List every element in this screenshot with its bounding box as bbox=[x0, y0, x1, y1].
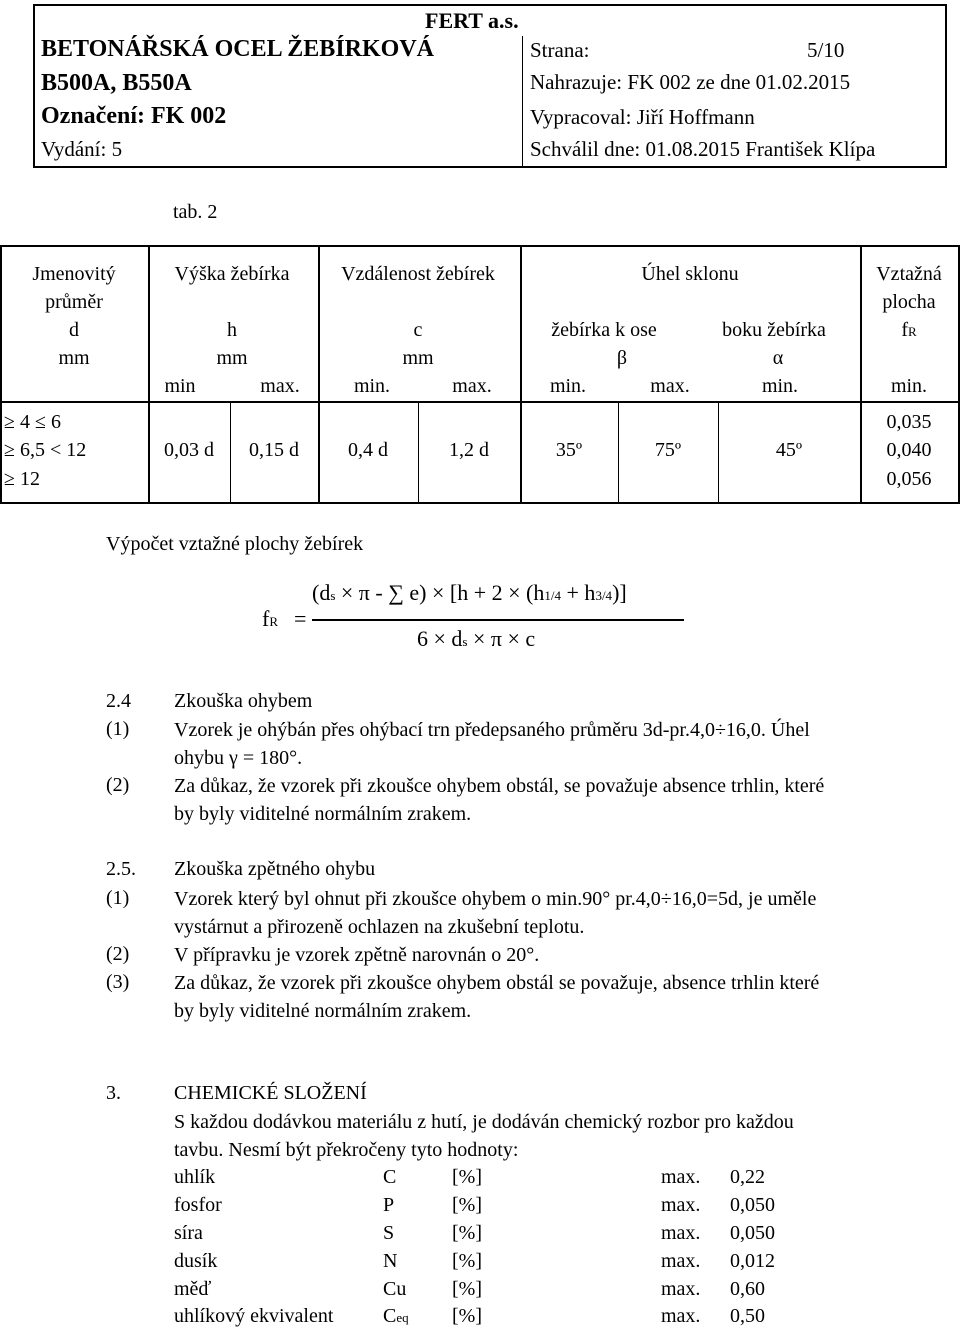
table-caption: tab. 2 bbox=[173, 201, 218, 223]
element-symbol bbox=[383, 1305, 409, 1328]
symbol-main: C bbox=[383, 1305, 397, 1327]
element-unit: [%] bbox=[452, 1194, 482, 1216]
den-part: 6 × d bbox=[417, 626, 463, 651]
element-unit: [%] bbox=[452, 1278, 482, 1300]
item-line: by byly viditelné normálním zrakem. bbox=[174, 803, 472, 825]
table-col-rule bbox=[148, 245, 150, 503]
intro-line: S každou dodávkou materiálu z hutí, je dodáván chemický rozbor pro každou bbox=[174, 1111, 794, 1133]
element-value: 0,050 bbox=[730, 1222, 775, 1244]
item-text bbox=[174, 772, 944, 828]
col-area-title2: plocha bbox=[882, 291, 936, 313]
col-height-title: Výška žebírka bbox=[174, 263, 290, 285]
item-line: Za důkaz, že vzorek při zkoušce ohybem obstál se považuje, absence trhlin které bbox=[174, 972, 820, 994]
col-angle-axis-title: žebírka k ose bbox=[551, 319, 657, 341]
element-unit: [%] bbox=[452, 1305, 482, 1327]
element-symbol: C bbox=[383, 1166, 397, 1188]
minmax-label: max. bbox=[650, 375, 690, 397]
col-angle-beta: β bbox=[616, 347, 628, 369]
element-name: fosfor bbox=[174, 1194, 222, 1216]
page-number: 5/10 bbox=[807, 38, 845, 62]
approved-by: Schválil dne: 01.08.2015 František Klípa bbox=[530, 137, 876, 161]
section-number: 2.4 bbox=[106, 690, 131, 712]
section-title: Zkouška zpětného ohybu bbox=[174, 858, 376, 880]
item-text bbox=[174, 716, 944, 772]
document-subtitle: B500A, B550A bbox=[41, 70, 192, 96]
col-area-sub: R bbox=[908, 324, 917, 339]
col-area-f: f bbox=[901, 319, 908, 341]
area-value: 0,056 bbox=[886, 468, 932, 490]
col-spacing-title: Vzdálenost žebírek bbox=[341, 263, 495, 285]
table-border-right bbox=[958, 245, 960, 503]
item-line: Za důkaz, že vzorek při zkoušce ohybem obstál, se považuje absence trhlin, které bbox=[174, 775, 825, 797]
diameter-range: ≥ 6,5 < 12 bbox=[4, 439, 87, 461]
prepared-by: Vypracoval: Jiří Hoffmann bbox=[530, 105, 755, 129]
table-border-left bbox=[0, 245, 2, 503]
item-line: Vzorek který byl ohnut při zkoušce ohybem o min.90° pr.4,0÷16,0=5d, je uměle bbox=[174, 888, 817, 910]
item-line: ohybu γ = 180°. bbox=[174, 747, 303, 769]
minmax-label: min. bbox=[890, 375, 928, 397]
element-symbol: S bbox=[383, 1222, 395, 1244]
element-name: dusík bbox=[174, 1250, 218, 1272]
col-diameter-unit: mm bbox=[58, 347, 90, 369]
element-unit: [%] bbox=[452, 1222, 482, 1244]
item-text bbox=[174, 969, 944, 1025]
num-part: (d bbox=[312, 580, 331, 605]
document-issue: Vydání: 5 bbox=[41, 137, 123, 161]
item-number: (2) bbox=[106, 774, 130, 796]
header-divider bbox=[522, 36, 523, 166]
num-sub: 3/4 bbox=[595, 588, 613, 603]
table-col-rule bbox=[318, 245, 320, 503]
area-value: 0,035 bbox=[886, 411, 932, 433]
table-subcol-rule bbox=[230, 401, 231, 503]
alpha-min-value: 45º bbox=[775, 439, 803, 461]
formula-lhs bbox=[262, 606, 278, 632]
item-number: (1) bbox=[106, 718, 130, 740]
height-min-value: 0,03 d bbox=[164, 439, 214, 461]
element-limit: max. bbox=[661, 1278, 701, 1300]
element-unit: [%] bbox=[452, 1166, 482, 1188]
beta-max-value: 75º bbox=[654, 439, 682, 461]
element-limit: max. bbox=[661, 1166, 701, 1188]
area-formula bbox=[262, 578, 682, 658]
col-angle-flank-title: boku žebírka bbox=[722, 319, 826, 341]
col-angle-alpha: α bbox=[772, 347, 784, 369]
item-number: (2) bbox=[106, 943, 130, 965]
item-number: (1) bbox=[106, 887, 130, 909]
element-limit: max. bbox=[661, 1194, 701, 1216]
col-diameter-title: Jmenovitý bbox=[32, 263, 116, 285]
minmax-label: min. bbox=[761, 375, 799, 397]
element-value: 0,012 bbox=[730, 1250, 775, 1272]
section-intro bbox=[174, 1108, 944, 1164]
element-value: 0,50 bbox=[730, 1305, 765, 1327]
table-subcol-rule bbox=[718, 401, 719, 503]
col-diameter-symbol: d bbox=[69, 319, 79, 341]
table-col-rule bbox=[520, 245, 522, 503]
element-name: uhlík bbox=[174, 1166, 216, 1188]
minmax-label: min. bbox=[353, 375, 391, 397]
element-name: měď bbox=[174, 1278, 212, 1300]
table-subcol-rule bbox=[418, 401, 419, 503]
diameter-range: ≥ 4 ≤ 6 bbox=[4, 411, 61, 433]
replaces-note: Nahrazuje: FK 002 ze dne 01.02.2015 bbox=[530, 70, 851, 94]
page-label: Strana: bbox=[530, 38, 590, 62]
col-spacing-unit: mm bbox=[402, 347, 434, 369]
fraction-bar bbox=[312, 619, 684, 621]
document-designation: Označení: FK 002 bbox=[41, 103, 227, 129]
item-number: (3) bbox=[106, 971, 130, 993]
document-header bbox=[33, 4, 947, 168]
item-text bbox=[174, 941, 944, 969]
symbol-sub: eq bbox=[396, 1310, 409, 1325]
section-title: CHEMICKÉ SLOŽENÍ bbox=[174, 1082, 367, 1104]
element-symbol: P bbox=[383, 1194, 395, 1216]
section-title: Zkouška ohybem bbox=[174, 690, 313, 712]
element-name: uhlíkový ekvivalent bbox=[174, 1305, 334, 1327]
area-value: 0,040 bbox=[886, 439, 932, 461]
calc-title: Výpočet vztažné plochy žebírek bbox=[106, 533, 364, 555]
element-value: 0,60 bbox=[730, 1278, 765, 1300]
section-number: 3. bbox=[106, 1082, 121, 1104]
col-angle-title: Úhel sklonu bbox=[641, 263, 739, 285]
document-title: BETONÁŘSKÁ OCEL ŽEBÍRKOVÁ bbox=[41, 36, 434, 62]
item-line: by byly viditelné normálním zrakem. bbox=[174, 1000, 472, 1022]
num-sub-s: s bbox=[330, 588, 336, 603]
beta-min-value: 35º bbox=[555, 439, 583, 461]
formula-f-sub: R bbox=[269, 614, 278, 629]
col-height-unit: mm bbox=[216, 347, 248, 369]
col-area-symbol bbox=[901, 319, 916, 342]
num-part: )] bbox=[612, 580, 627, 605]
formula-f: f bbox=[262, 606, 270, 631]
col-spacing-symbol: c bbox=[413, 319, 423, 341]
den-sub-s: s bbox=[462, 634, 468, 649]
minmax-label: max. bbox=[452, 375, 492, 397]
formula-equals: = bbox=[294, 606, 307, 631]
section-number: 2.5. bbox=[106, 858, 136, 880]
table-col-rule bbox=[860, 245, 862, 503]
item-line: V přípravku je vzorek zpětně narovnán o 20°. bbox=[174, 944, 540, 966]
element-limit: max. bbox=[661, 1222, 701, 1244]
company-name: FERT a.s. bbox=[425, 8, 519, 33]
table-header-rule bbox=[0, 401, 960, 403]
minmax-label: min bbox=[164, 375, 196, 397]
num-sub: 1/4 bbox=[544, 588, 562, 603]
element-limit: max. bbox=[661, 1305, 701, 1327]
table-border-bottom bbox=[0, 502, 960, 504]
formula-numerator bbox=[312, 580, 627, 606]
spacing-max-value: 1,2 d bbox=[449, 439, 489, 461]
den-part: × π × c bbox=[472, 626, 536, 651]
num-part: × π - ∑ e) × [h + 2 × (h bbox=[340, 580, 545, 605]
spacing-min-value: 0,4 d bbox=[348, 439, 388, 461]
col-area-title: Vztažná bbox=[876, 263, 942, 285]
item-line: vystárnut a přirozeně ochlazen na zkušební teplotu. bbox=[174, 916, 585, 938]
col-diameter-title2: průměr bbox=[45, 291, 103, 313]
item-line: Vzorek je ohýbán přes ohýbací trn předepsaného průměru 3d-pr.4,0÷16,0. Úhel bbox=[174, 719, 810, 741]
element-name: síra bbox=[174, 1222, 203, 1244]
element-unit: [%] bbox=[452, 1250, 482, 1272]
table-subcol-rule bbox=[618, 401, 619, 503]
formula-denominator bbox=[417, 626, 535, 652]
minmax-label: min. bbox=[549, 375, 587, 397]
minmax-label: max. bbox=[260, 375, 300, 397]
diameter-range: ≥ 12 bbox=[4, 468, 40, 490]
element-symbol: N bbox=[383, 1250, 398, 1272]
table-border-top bbox=[0, 245, 960, 247]
element-value: 0,22 bbox=[730, 1166, 765, 1188]
element-symbol: Cu bbox=[383, 1278, 407, 1300]
element-limit: max. bbox=[661, 1250, 701, 1272]
col-height-symbol: h bbox=[227, 319, 237, 341]
item-text bbox=[174, 885, 944, 941]
element-value: 0,050 bbox=[730, 1194, 775, 1216]
height-max-value: 0,15 d bbox=[249, 439, 299, 461]
intro-line: tavbu. Nesmí být překročeny tyto hodnoty: bbox=[174, 1139, 519, 1161]
rib-parameters-table bbox=[0, 245, 960, 503]
num-part: + h bbox=[566, 580, 596, 605]
